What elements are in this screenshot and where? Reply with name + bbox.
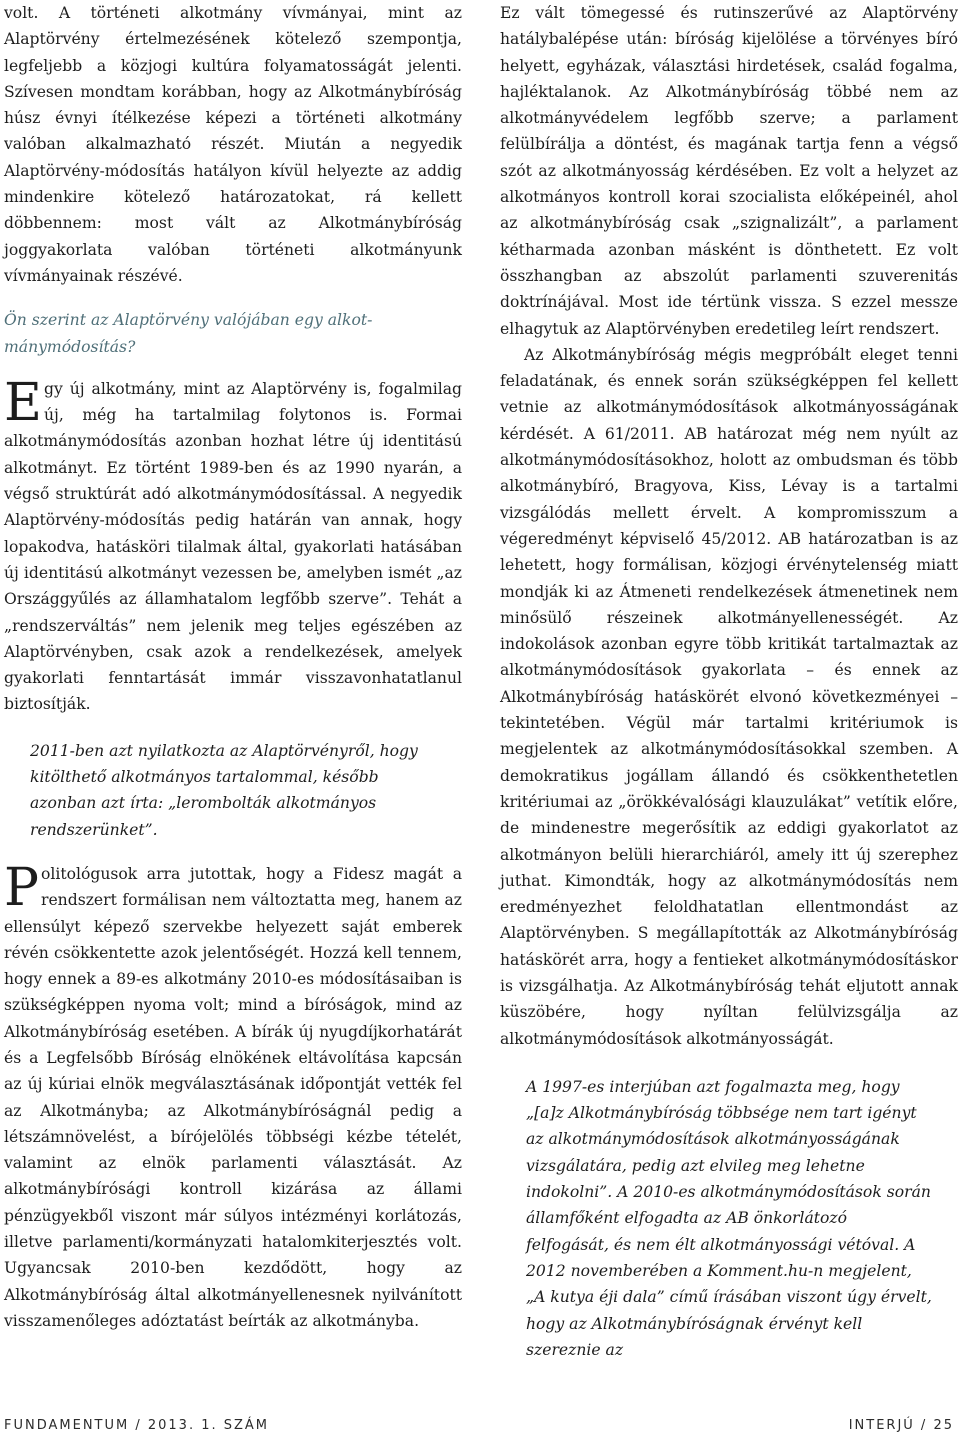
paragraph-right-2: Az Alkotmánybíróság mégis megpróbált eleget tenni feladatának, és ennek során szükségképpen fel kellett vetnie az alkotmánymódosítások alkotmányosságának kérdését. A 61/2011. AB határozat még nem nyúlt az alkotmánymódosításokhoz, holott az ombudsman és több alkotmánybíró, Bragyova, Kiss, Lévay is a tartalmi vizsgálódás mellett érvelt. A kompromisszum a végeredményt képviselő 45/2012. AB határozatban is az lehetett, hogy formálisan, közjogi érvénytelenség miatt mondják ki az Átmeneti rendelkezések átmenetinek nem minősülő részeinek alkotmányellenességét. Az indokolások azonban egyre több kritikát tartalmaztak az alkotmánymódosítások gyakorlata – és ennek az Alkotmánybíróság hatáskörét elvonó következményei – tekintetében. Végül már tartalmi kritériumok is megjelentek az alkotmánymódosításokkal szemben. A demokratikus jogállam állandó és csökkenthetetlen kritériumai az „örökkévalósági klauzulákat” vetítik előre, de mindenestre megerősítik az eddigi gyakorlatot az alkotmányon belüli hierarchiáról, amely itt új szerephez juthat. Kimondták, hogy az alkotmánymódosítás nem eredményezhet feloldhatatlan ellentmondást az Alaptörvényben. S megállapították az Alkotmánybíróság hatáskörét arra, hogy a fentieket alkotmánymódosításkor is vizsgálhatja. Az Alkotmánybíróság tehát eljutott annak küszöbére, hogy nyíltan felülvizsgálja az alkotmánymódosítások alkotmányosságát.: [500, 345, 958, 1048]
paragraph-intro: volt. A történeti alkotmány vívmányai, mint az Alaptörvény értelmezésének kötelező szempontja, legfeljebb a közjogi kultúra folyamatosságát jelenti. Szívesen mondtam korábban, hogy az Alkotmánybíróság húsz évnyi ítélkezése képezi a történeti alkotmány valóban alkalmazható részét. Miután a negyedik Alaptörvény-módosítás hatályon kívül helyezte az addig mindenkire kötelező határozatokat, rá kellett döbbennem: most vált az Alkotmánybíróság joggyakorlata valóban történeti alkotmányunk vívmányainak részévé.: [4, 4, 462, 285]
pull-quote-right: A 1997-es interjúban azt fogalmazta meg, hogy „[a]z Alkotmánybíróság többsége nem tart igényt az alkotmánymódosítások alkotmányosságának vizsgálatára, pedig azt elvileg meg lehetne indokolni”. A 2010-es alkotmánymódosítások során államfőként elfogadta az AB önkorlátozó felfogását, és nem élt alkotmányossági vétóval. A 2012 novemberében a Komment.hu-n megjelent, „A kutya éji dala” című írásában viszont úgy érvelt, hogy az Alkotmánybíróságnak érvényt kell szereznie az: [526, 1077, 932, 1359]
paragraph-answer-2: [4, 857, 462, 1334]
paragraph-answer-1-text: gy új alkotmány, mint az Alaptörvény is, fogalmilag új, még ha tartalmilag folytonos is. Formai alkotmánymódosítás azonban hozhat létre új identitású alkotmányt. Ez történt 1989-ben és az 1990 nyarán, a végső struktúrát adó alkotmánymódosítással. A negyedik Alaptörvény-módosítás pedig határán van annak, hogy lopakodva, hatásköri tilalmak által, gyakorlati hatásában új identitású alkotmányt vezessen be, amelyben ismét „az Országgyűlés az államhatalom legfőbb szerve”. Tehát a „rendszerváltás” nem jelenik meg teljes egészében az Alaptörvényben, csak azok a rendelkezések, amelyek gyakorlati fenntartását immár visszavonhatatlanul biztosítják.: [4, 379, 462, 714]
drop-cap-p: P: [4, 857, 39, 918]
interview-question: Ön szerint az Alaptörvény valójában egy alkotmánymódosítás?: [4, 311, 373, 356]
right-column: [500, 0, 958, 1363]
pull-quote-left: 2011-ben azt nyilatkozta az Alaptörvényről, hogy kitölthető alkotmányos tartalommal, később azonban azt írta: „lerombolták alkotmányos rendszerünket”.: [30, 741, 418, 839]
paragraph-answer-2-text: olitológusok arra jutottak, hogy a Fidesz magát a rendszert formálisan nem változtatta meg, hanem az ellensúlyt képező szervekbe helyezett saját emberek révén csökkentette azok jelentőségét. Hozzá kell tennem, hogy ennek a 89-es alkotmány 2010-es módosításaiban is szükségképpen nyoma volt; mind a bíróságok, mind az Alkotmánybíróság esetében. A bírák új nyugdíjkorhatárát és a Legfelsőbb Bíróság elnökének eltávolítása kapcsán az új kúriai elnök megválasztásának időpontját vették fel az Alkotmányba; az Alkotmánybíróságnál pedig a létszámnövelést, a bírójelölés többségi kézbe tételét, valamint az elnök parlamenti választását. Az alkotmánybírósági kontroll kizárása az állami pénzügyekből viszont már súlyos intézményi korlátozás, illetve parlamenti/kormányzati hatalomkiterjesztés volt. Ugyancsak 2010-ben kezdődött, hogy az Alkotmánybíróság által alkotmányellenesnek nyilvánított visszamenőleges adóztatást beírták az alkotmányba.: [4, 864, 462, 1330]
paragraph-answer-1: [4, 372, 462, 718]
footer-journal: FUNDAMENTUM / 2013. 1. SZÁM: [4, 1418, 270, 1433]
paragraph-right-1: Ez vált tömegessé és rutinszerűvé az Alaptörvény hatálybalépése után: bíróság kijelölése a törvényes bíró helyett, egyházak, választási hirdetések, család fogalma, hajléktalanok. Az Alkotmánybíróság többé nem az alkotmányvédelem legfőbb szerve; a parlament felülbírálja a döntést, és magának tartja fenn a végső szót az alkotmányosság kérdésében. Ez volt a helyzet az alkotmányos kontroll korai szocialista előképeinél, ahol az alkotmánybíróság csak „szignalizált”, a parlament kétharmada azonban másként is dönthetett. Ez volt összhangban az abszolút parlamenti szuverenitás doktrínájával. Most ide tértünk vissza. S ezzel messze elhagytuk az Alaptörvényben eredetileg leírt rendszert.: [500, 4, 958, 338]
drop-cap-e: E: [4, 372, 42, 433]
left-column: [4, 0, 462, 1334]
footer-page-number: INTERJÚ / 25: [848, 1418, 954, 1433]
